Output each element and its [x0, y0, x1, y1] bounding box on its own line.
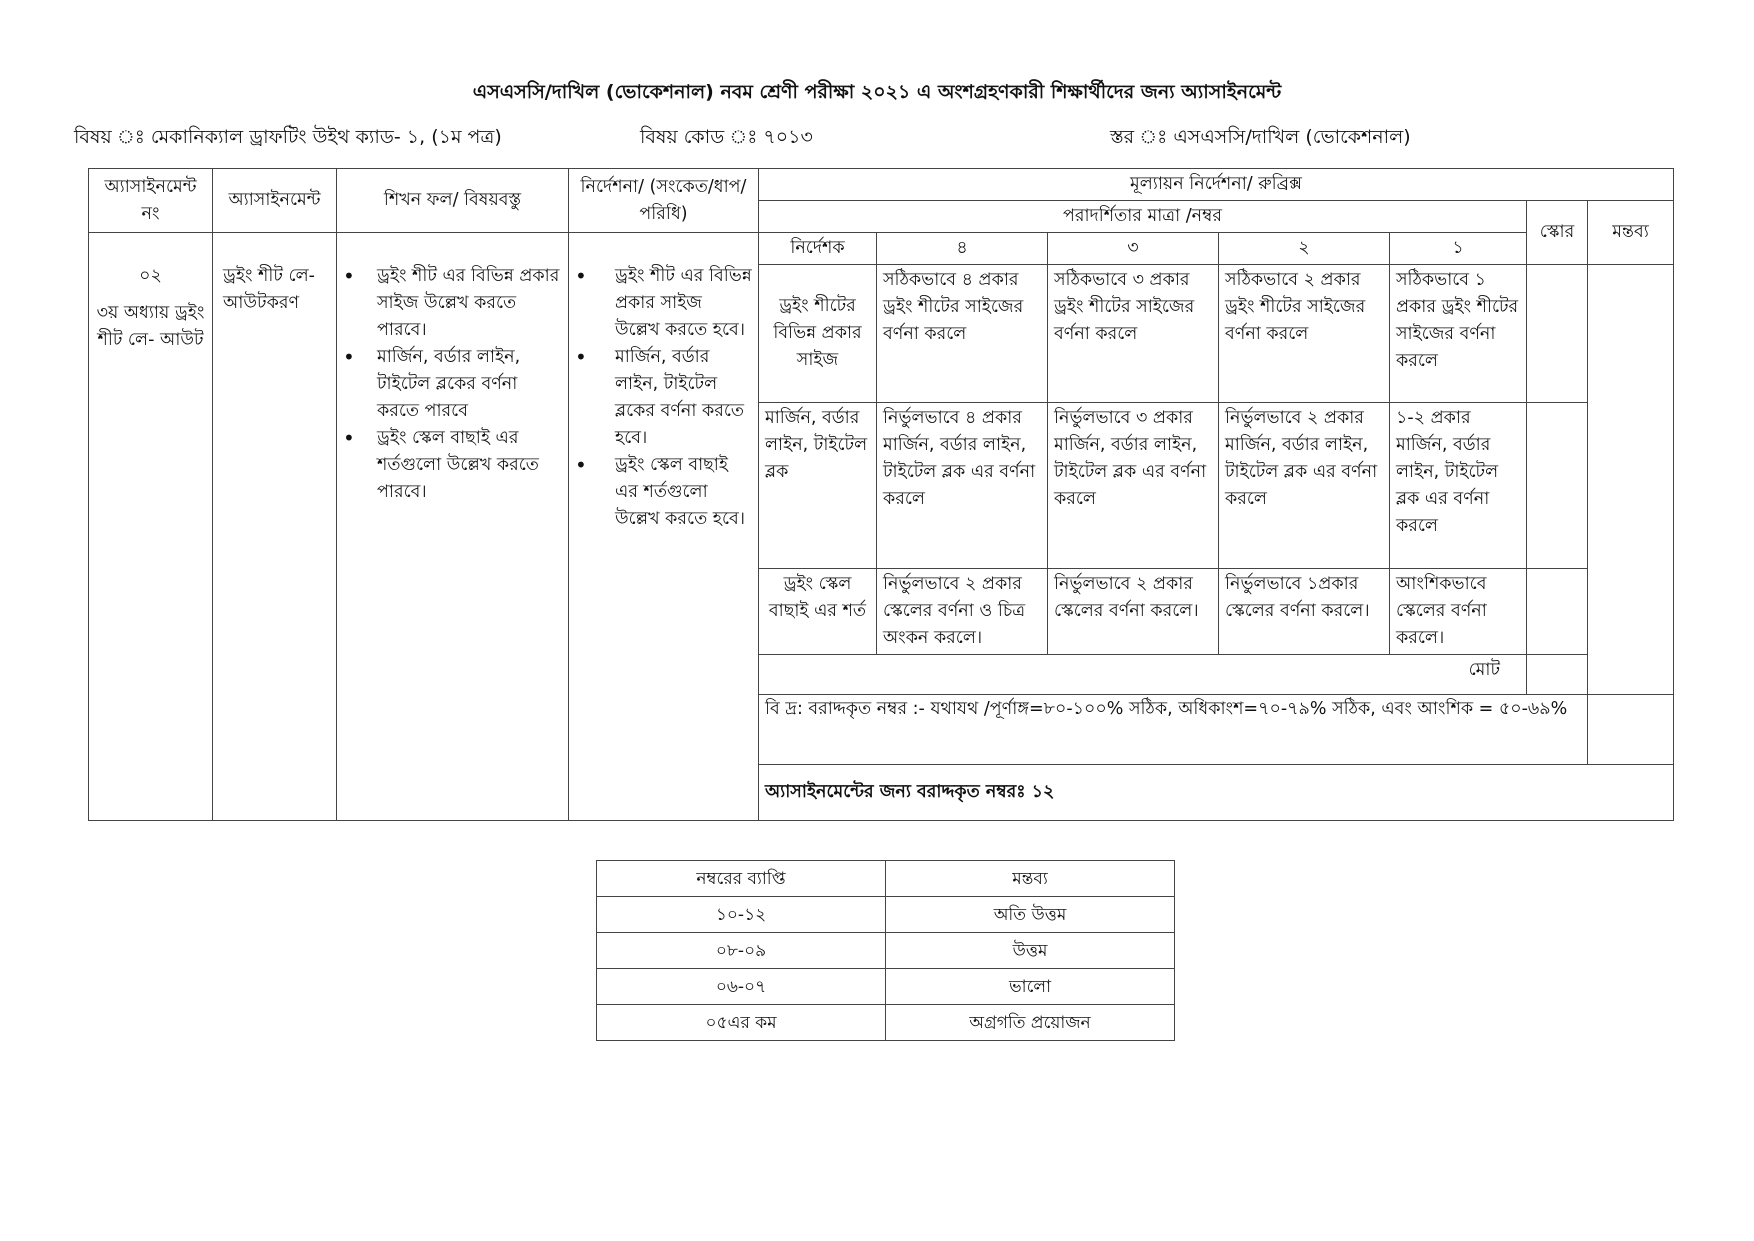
rubric-cell: সঠিকভাবে ৩ প্রকার ড্রইং শীটের সাইজের বর্ণনা করলে [1048, 265, 1219, 403]
comment-cell [1588, 265, 1674, 695]
rubric-cell: নির্ভুলভাবে ১প্রকার স্কেলের বর্ণনা করলে। [1219, 569, 1390, 655]
table-row [597, 933, 1175, 969]
table-row [597, 1005, 1175, 1041]
assignment-label: ড্রইং শীট লে- আউটকরণ [223, 266, 315, 313]
learning-outcome-item: • মার্জিন, বর্ডার লাইন, টাইটেল ব্লকের বর্ণনা করতে পারবে [343, 344, 562, 425]
learning-outcome-item: • ড্রইং স্কেল বাছাই এর শর্তগুলো উল্লেখ করতে পারবে। [343, 425, 562, 506]
header-learning-outcome: শিখন ফল/ বিষয়বস্তু [337, 169, 569, 233]
rubric-cell: নির্ভুলভাবে ২ প্রকার স্কেলের বর্ণনা করলে। [1048, 569, 1219, 655]
grading-comment: অতি উত্তম [886, 897, 1175, 933]
instruction-item: • মার্জিন, বর্ডার লাইন, টাইটেল ব্লকের বর্ণনা করতে হবে। [575, 344, 752, 452]
rubric-cell: সঠিকভাবে ১ প্রকার ড্রইং শীটের সাইজের বর্ণনা করলে [1390, 265, 1527, 403]
header-level-1: ১ [1390, 233, 1527, 265]
assignment-cell [213, 233, 337, 821]
grading-comment: উত্তম [886, 933, 1175, 969]
score-cell [1527, 569, 1588, 655]
grading-comment: অগ্রগতি প্রয়োজন [886, 1005, 1175, 1041]
header-level-2: ২ [1219, 233, 1390, 265]
grading-range: ০৮-০৯ [597, 933, 886, 969]
total-score-cell [1527, 655, 1588, 695]
header-comment: মন্তব্য [1588, 201, 1674, 265]
rubric-indicator: মার্জিন, বর্ডার লাইন, টাইটেল ব্লক [759, 403, 877, 569]
rubric-cell: ১-২ প্রকার মার্জিন, বর্ডার লাইন, টাইটেল ব্লক এর বর্ণনা করলে [1390, 403, 1527, 569]
rubric-cell: নির্ভুলভাবে ২ প্রকার মার্জিন, বর্ডার লাইন, টাইটেল ব্লক এর বর্ণনা করলে [1219, 403, 1390, 569]
rubric-cell: নির্ভুলভাবে ৩ প্রকার মার্জিন, বর্ডার লাইন, টাইটেল ব্লক এর বর্ণনা করলে [1048, 403, 1219, 569]
level-label: স্তর ঃ এসএসসি/দাখিল (ভোকেশনাল) [1110, 126, 1411, 148]
learning-outcome-cell [337, 233, 569, 821]
header-assignment: অ্যাসাইনমেন্ট [213, 169, 337, 233]
rubric-cell: সঠিকভাবে ৪ প্রকার ড্রইং শীটের সাইজের বর্ণনা করলে [877, 265, 1048, 403]
header-indicator: নির্দেশক [759, 233, 877, 265]
rubric-cell: নির্ভুলভাবে ২ প্রকার স্কেলের বর্ণনা ও চিত্র অংকন করলে। [877, 569, 1048, 655]
table-row [597, 897, 1175, 933]
assignment-number-cell [89, 233, 213, 821]
instruction-item: • ড্রইং স্কেল বাছাই এর শর্তগুলো উল্লেখ করতে হবে। [575, 452, 752, 533]
header-proficiency: পরাদর্শিতার মাত্রা /নম্বর [759, 201, 1527, 233]
grading-header-range: নম্বরের ব্যাপ্তি [597, 861, 886, 897]
header-level-3: ৩ [1048, 233, 1219, 265]
grading-range: ০৬-০৭ [597, 969, 886, 1005]
assignment-table [88, 168, 1674, 821]
chapter-label: ৩য় অধ্যায় ড্রইং শীট লে- আউট [96, 303, 205, 350]
header-level-4: ৪ [877, 233, 1048, 265]
total-label: মোট [759, 655, 1527, 695]
subject-code-label: বিষয় কোড ঃ ৭০১৩ [640, 126, 813, 148]
allotted-marks: অ্যাসাইনমেন্টের জন্য বরাদ্দকৃত নম্বরঃ ১২ [759, 765, 1674, 821]
note-comment-cell [1588, 695, 1674, 765]
rubric-cell: নির্ভুলভাবে ৪ প্রকার মার্জিন, বর্ডার লাইন, টাইটেল ব্লক এর বর্ণনা করলে [877, 403, 1048, 569]
header-score: স্কোর [1527, 201, 1588, 265]
learning-outcome-item: • ড্রইং শীট এর বিভিন্ন প্রকার সাইজ উল্লেখ করতে পারবে। [343, 263, 562, 344]
instruction-item: • ড্রইং শীট এর বিভিন্ন প্রকার সাইজ উল্লেখ করতে হবে। [575, 263, 752, 344]
score-cell [1527, 265, 1588, 403]
header-evaluation: মূল্যায়ন নির্দেশনা/ রুব্রিক্স [759, 169, 1674, 201]
rubric-indicator: ড্রইং শীটের বিভিন্ন প্রকার সাইজ [759, 265, 877, 403]
rubric-cell: সঠিকভাবে ২ প্রকার ড্রইং শীটের সাইজের বর্ণনা করলে [1219, 265, 1390, 403]
page-title: এসএসসি/দাখিল (ভোকেশনাল) নবম শ্রেণী পরীক্ষা ২০২১ এ অংশগ্রহণকারী শিক্ষার্থীদের জন্য অ্যাসাইনমেন্ট [472, 81, 1282, 103]
assignment-number: ০২ [139, 266, 162, 286]
subject-label: বিষয় ঃ মেকানিক্যাল ড্রাফটিং উইথ ক্যাড- ১, (১ম পত্র) [74, 126, 502, 148]
grading-range: ০৫এর কম [597, 1005, 886, 1041]
score-cell [1527, 403, 1588, 569]
grading-range: ১০-১২ [597, 897, 886, 933]
grading-table [596, 860, 1175, 1041]
rubric-cell: আংশিকভাবে স্কেলের বর্ণনা করলে। [1390, 569, 1527, 655]
grading-comment: ভালো [886, 969, 1175, 1005]
grading-header-comment: মন্তব্য [886, 861, 1175, 897]
rubric-indicator: ড্রইং স্কেল বাছাই এর শর্ত [759, 569, 877, 655]
header-instructions: নির্দেশনা/ (সংকেত/ধাপ/পরিধি) [569, 169, 759, 233]
allotment-note: বি দ্র: বরাদ্দকৃত নম্বর :- যথাযথ /পূর্ণাঙ্গ=৮০-১০০% সঠিক, অধিকাংশ=৭০-৭৯% সঠিক, এবং আংশিক = ৫০-৬৯% [759, 695, 1588, 765]
instructions-cell [569, 233, 759, 821]
table-row [597, 969, 1175, 1005]
header-assignment-no: অ্যাসাইনমেন্ট নং [89, 169, 213, 233]
